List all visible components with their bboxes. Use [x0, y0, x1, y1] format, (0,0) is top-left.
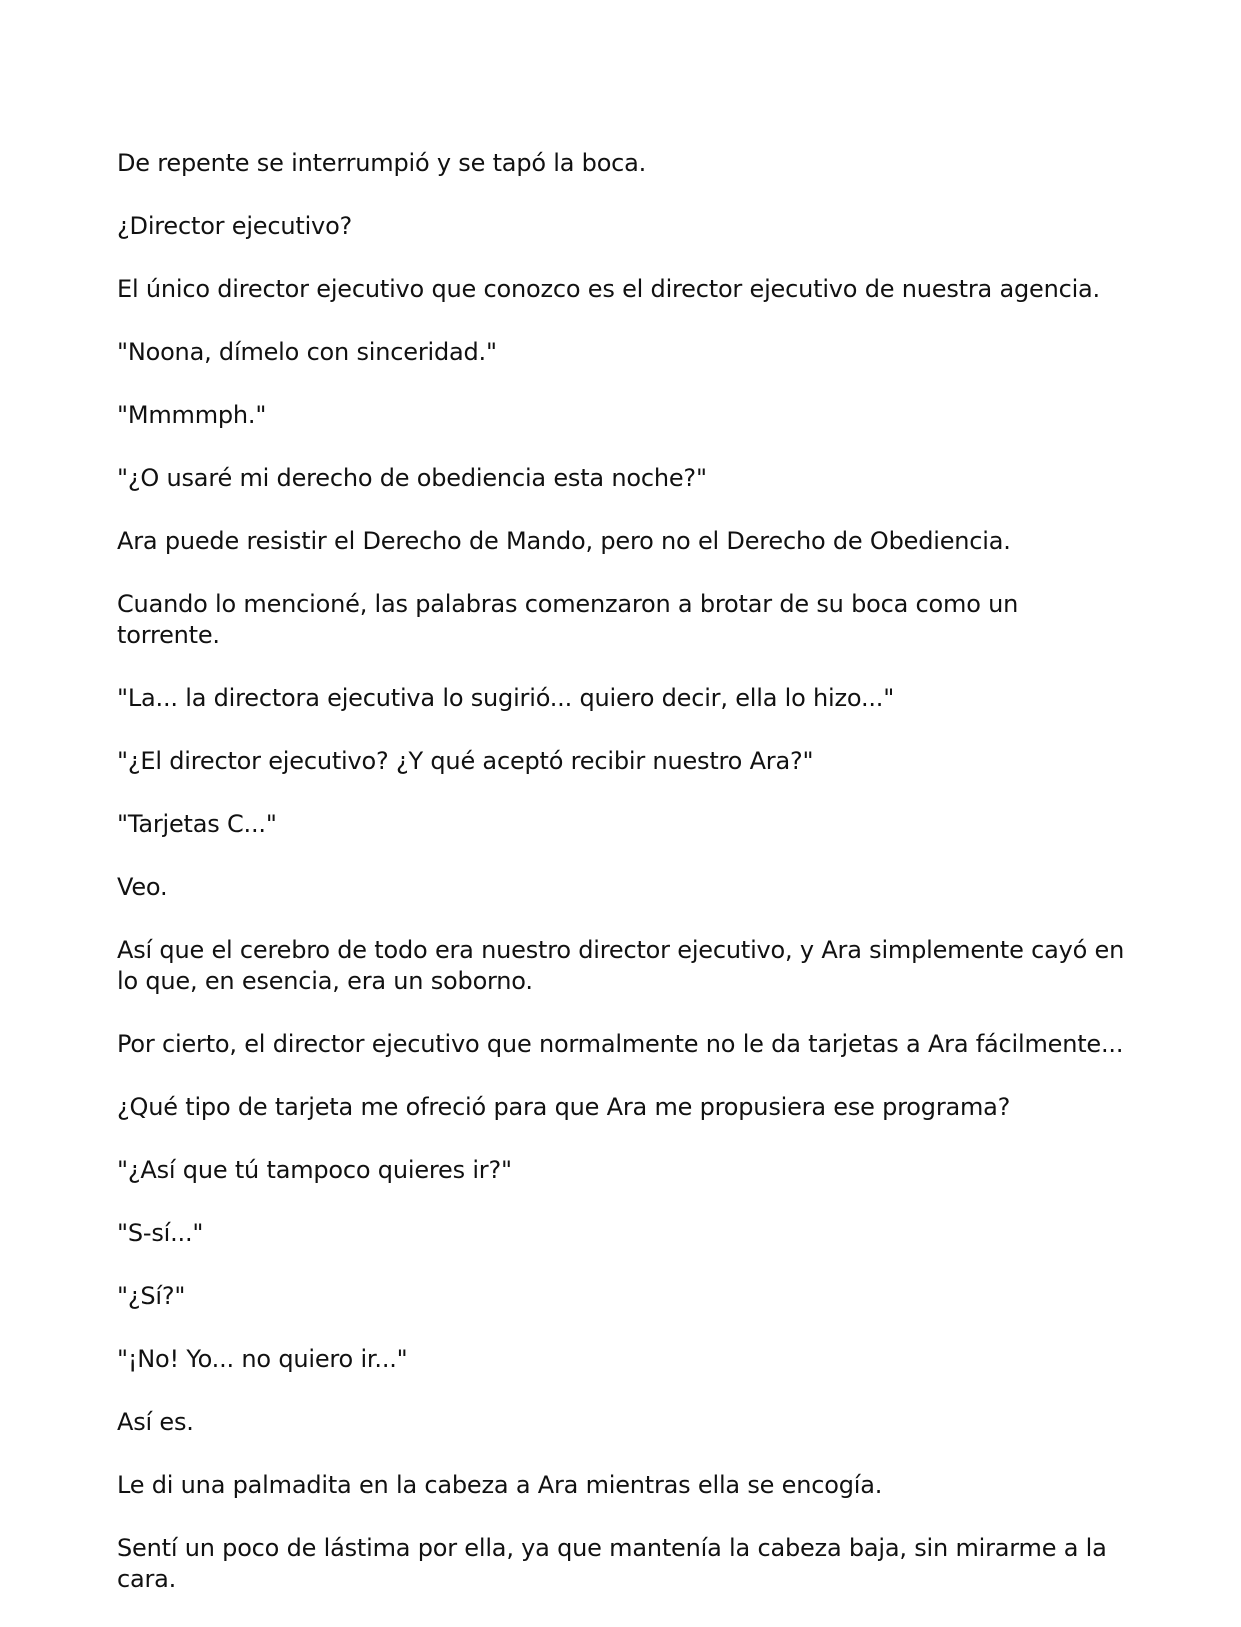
paragraph: ¿Director ejecutivo? — [117, 212, 353, 240]
paragraph: "¡No! Yo... no quiero ir..." — [117, 1345, 408, 1373]
paragraph: Así que el cerebro de todo era nuestro director ejecutivo, y Ara simplemente cayó en lo que, en esencia, era un soborno. — [117, 936, 1125, 995]
paragraph: De repente se interrumpió y se tapó la boca. — [117, 149, 647, 177]
paragraph: Sentí un poco de lástima por ella, ya que mantenía la cabeza baja, sin mirarme a la cara. — [117, 1534, 1107, 1593]
document-body — [117, 148, 1127, 1627]
paragraph: "¿O usaré mi derecho de obediencia esta noche?" — [117, 464, 707, 492]
paragraph: Por cierto, el director ejecutivo que normalmente no le da tarjetas a Ara fácilmente... — [117, 1030, 1124, 1058]
paragraph: "¿Así que tú tampoco quieres ir?" — [117, 1156, 512, 1184]
paragraph: "¿Sí?" — [117, 1282, 186, 1310]
paragraph: "La... la directora ejecutiva lo sugirió... quiero decir, ella lo hizo..." — [117, 684, 895, 712]
paragraph: Le di una palmadita en la cabeza a Ara mientras ella se encogía. — [117, 1471, 883, 1499]
paragraph: "¿El director ejecutivo? ¿Y qué aceptó recibir nuestro Ara?" — [117, 747, 814, 775]
paragraph: "Tarjetas C..." — [117, 810, 277, 838]
paragraph: Ara puede resistir el Derecho de Mando, pero no el Derecho de Obediencia. — [117, 527, 1011, 555]
paragraph: "S-sí..." — [117, 1219, 204, 1247]
paragraph: Así es. — [117, 1408, 194, 1436]
paragraph: "Mmmmph." — [117, 401, 267, 429]
paragraph: Veo. — [117, 873, 168, 901]
paragraph: El único director ejecutivo que conozco es el director ejecutivo de nuestra agencia. — [117, 275, 1100, 303]
paragraph: "Noona, dímelo con sinceridad." — [117, 338, 497, 366]
paragraph: ¿Qué tipo de tarjeta me ofreció para que Ara me propusiera ese programa? — [117, 1093, 1011, 1121]
paragraph: Cuando lo mencioné, las palabras comenzaron a brotar de su boca como un torrente. — [117, 590, 1019, 649]
